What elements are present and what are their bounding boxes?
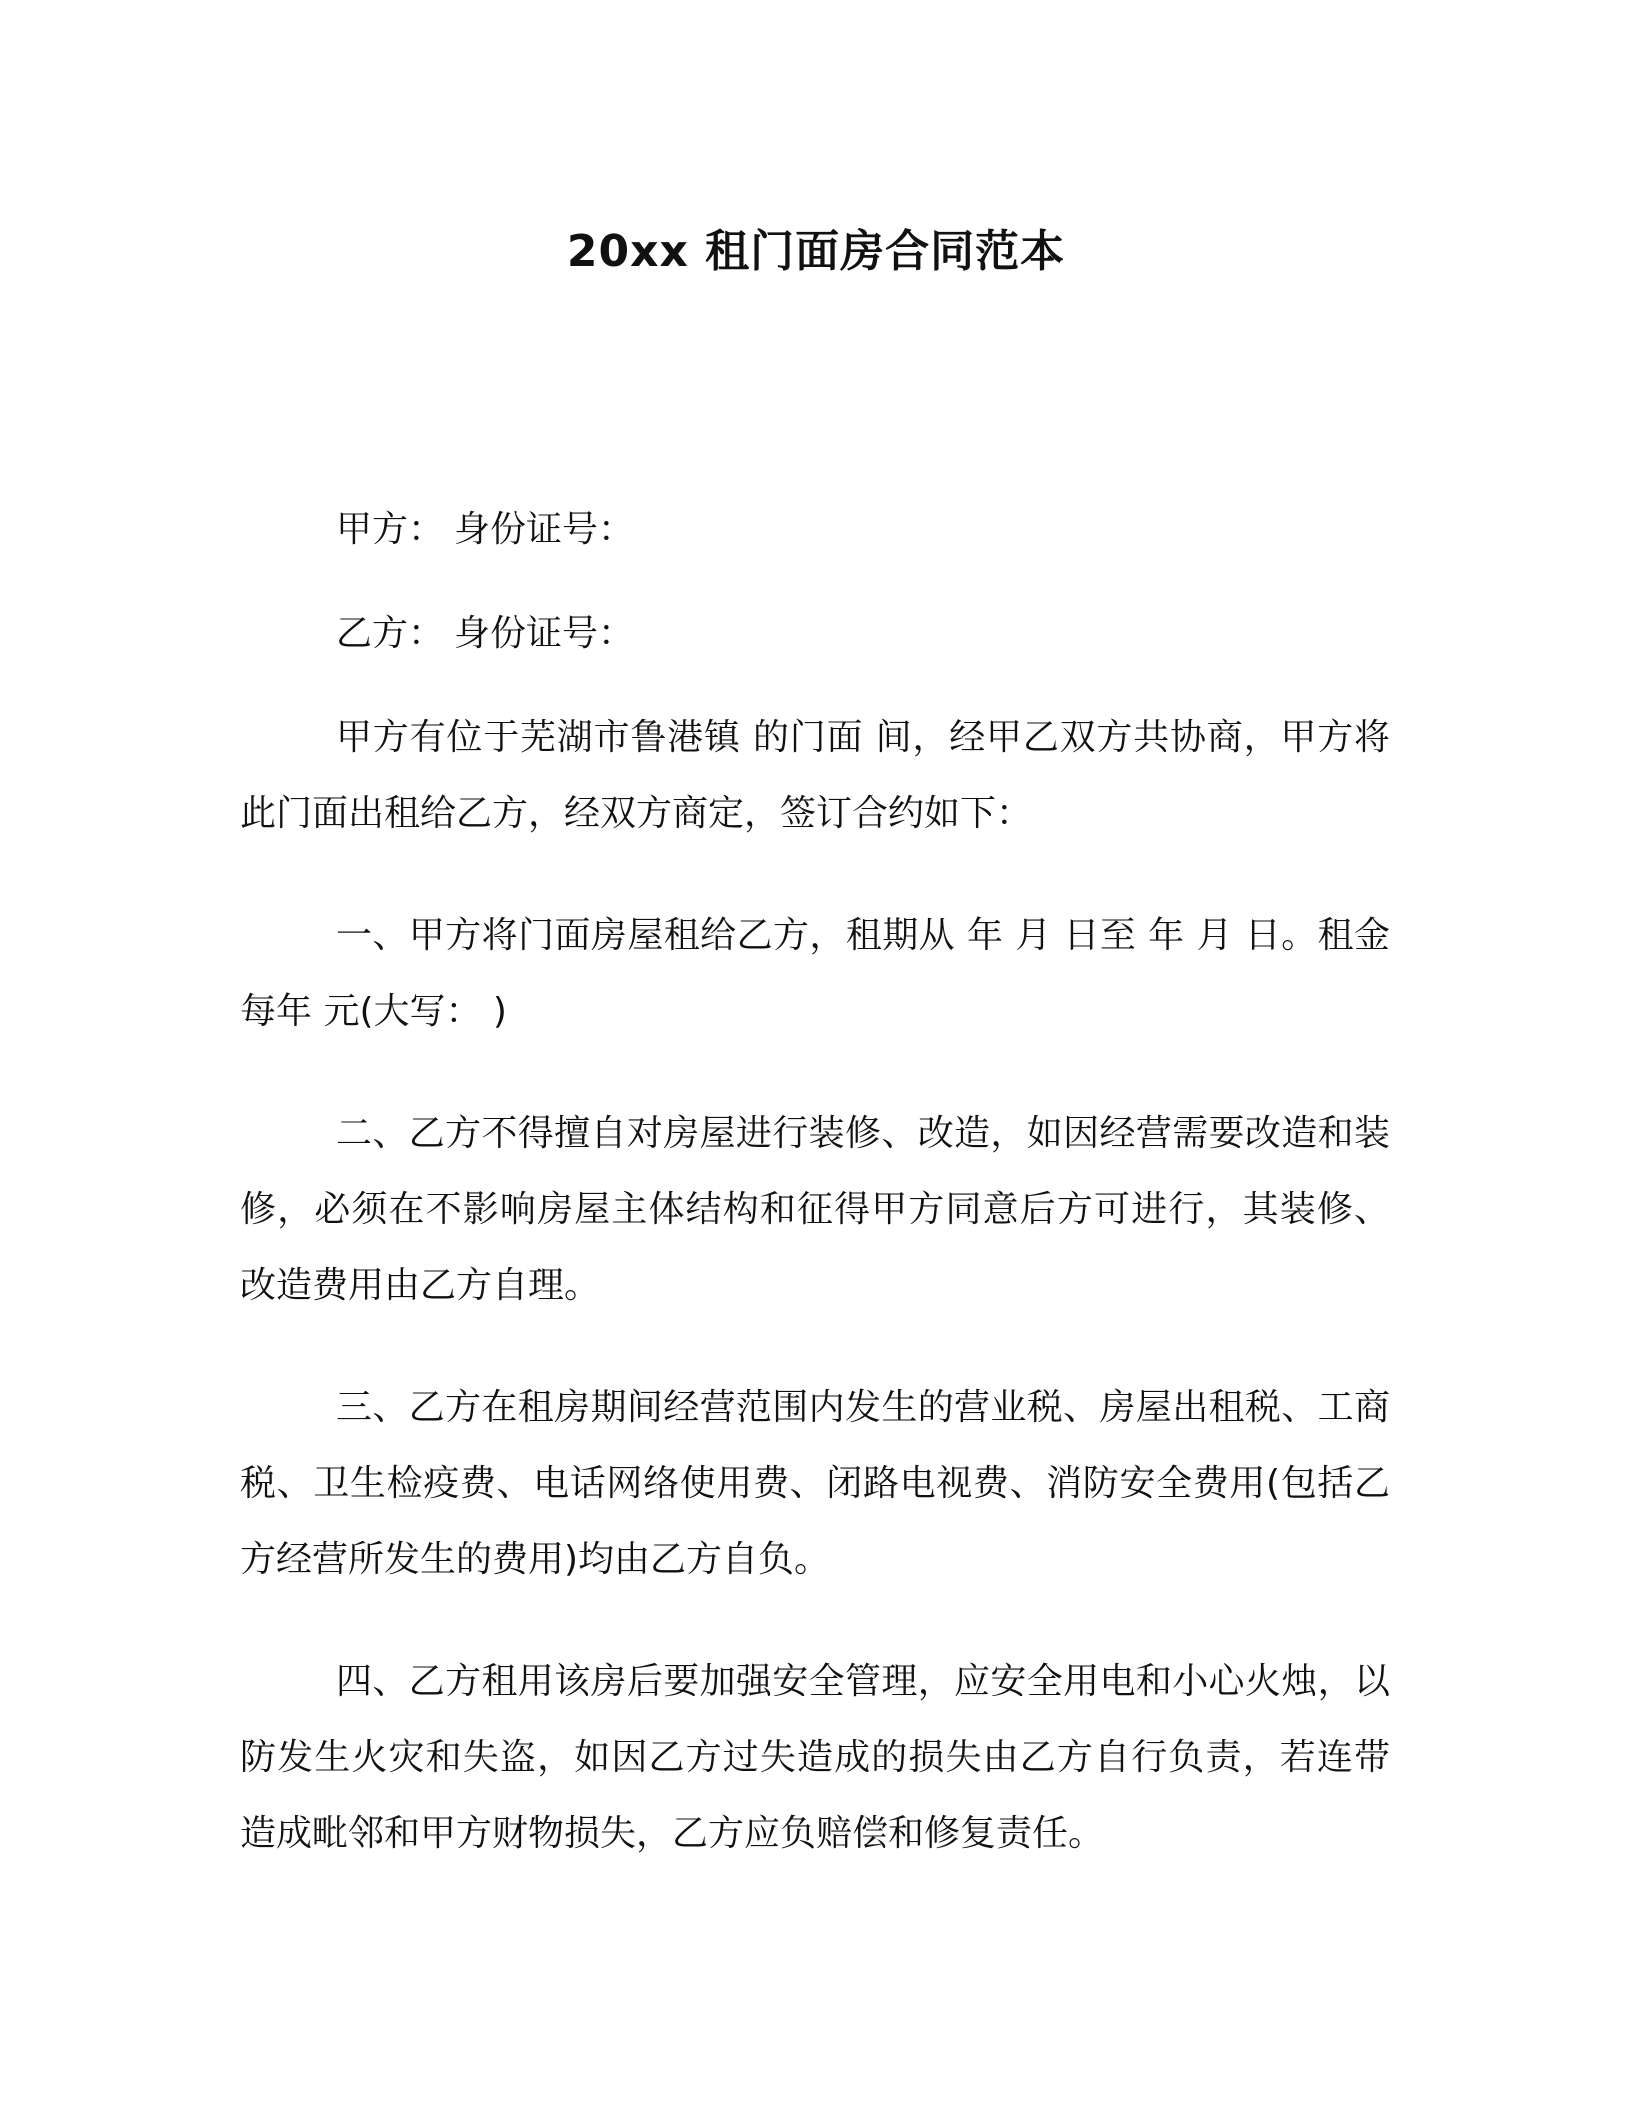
paragraph-clause-4: 四、乙方租用该房后要加强安全管理，应安全用电和小心火烛，以防发生火灾和失盗，如因乙方过失造成的损失由乙方自行负责，若连带造成毗邻和甲方财物损失，乙方应负赔偿和修复责任。 (240, 1661, 1390, 1854)
document-body (240, 492, 1390, 1872)
party-a-line (240, 492, 1390, 568)
paragraph-intro: 甲方有位于芜湖市鲁港镇 的门面 间，经甲乙双方共协商，甲方将此门面出租给乙方，经双方商定，签订合约如下： (240, 717, 1390, 834)
paragraph-clause-3: 三、乙方在租房期间经营范围内发生的营业税、房屋出租税、工商税、卫生检疫费、电话网络使用费、闭路电视费、消防安全费用(包括乙方经营所发生的费用)均由乙方自负。 (240, 1387, 1390, 1580)
party-b-label: 乙方： (336, 613, 445, 654)
party-a-label: 甲方： (336, 509, 445, 550)
document-title: 20xx 租门面房合同范本 (566, 226, 1066, 277)
party-b-line (240, 596, 1390, 672)
party-a-id-label: 身份证号： (454, 509, 635, 550)
paragraph-clause-2: 二、乙方不得擅自对房屋进行装修、改造，如因经营需要改造和装修，必须在不影响房屋主体结构和征得甲方同意后方可进行，其装修、改造费用由乙方自理。 (240, 1113, 1390, 1306)
paragraph-clause-1: 一、甲方将门面房屋租给乙方，租期从 年 月 日至 年 月 日。租金每年 元(大写： ) (240, 915, 1390, 1032)
party-b-id-label: 身份证号： (454, 613, 635, 654)
